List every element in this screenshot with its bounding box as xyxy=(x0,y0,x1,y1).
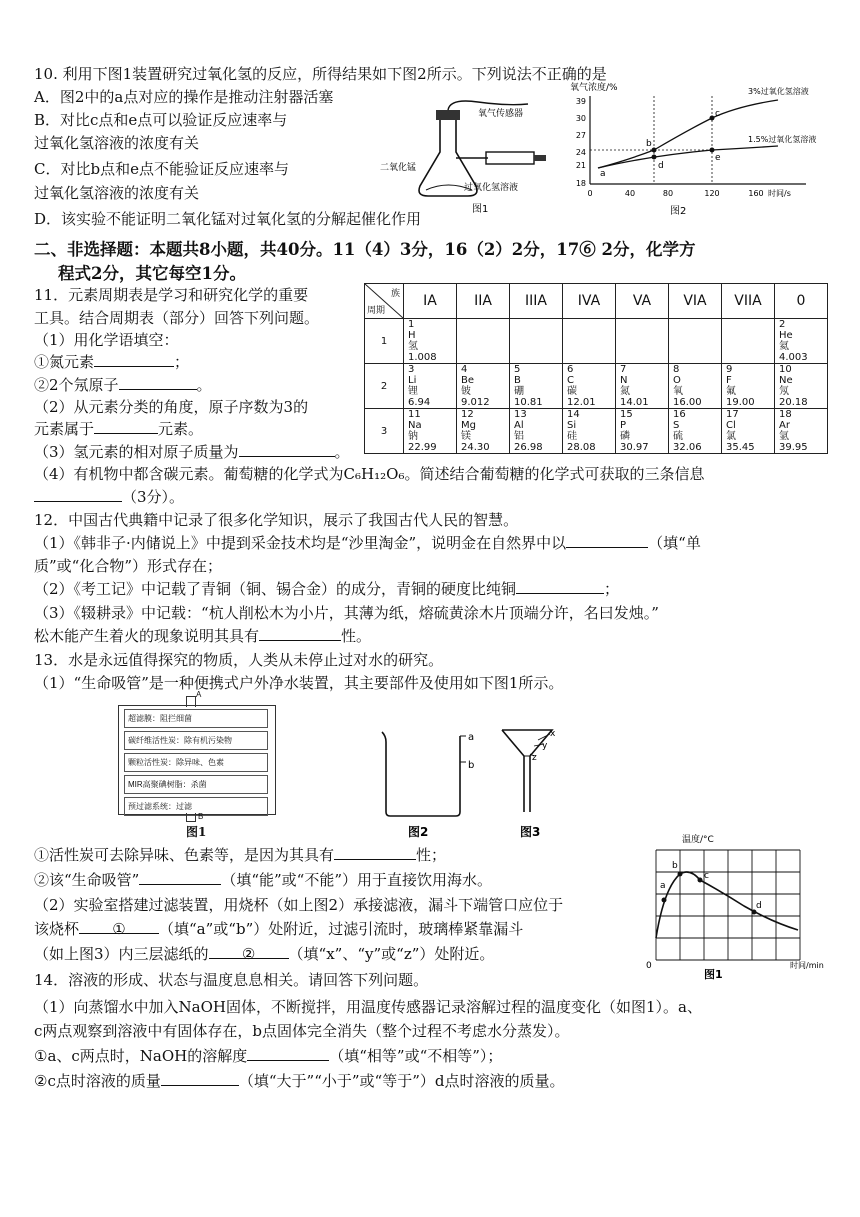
q14-sub1-end: （填“相等”或“不相等”）； xyxy=(329,1047,503,1065)
empty-cell xyxy=(457,319,510,364)
fig2-series-1p5pct: 1.5%过氧化氢溶液 xyxy=(748,135,817,144)
group-header: VIIA xyxy=(722,284,775,319)
q13-fig2-caption: 图2 xyxy=(408,825,429,839)
q14-fig1-caption: 图1 xyxy=(704,968,723,980)
fig2-ytick-27: 27 xyxy=(575,131,586,140)
element-cell: 8 O 氧 16.00 xyxy=(669,364,722,409)
q13-part2-line2-text: 该烧杯 xyxy=(34,920,80,938)
fig2-xlabel: 时间/s xyxy=(768,189,791,198)
fig2-xtick-0: 0 xyxy=(587,189,593,198)
q14-temperature-curve xyxy=(656,872,798,938)
lifestraw-top-label: A xyxy=(196,690,202,699)
fig2-xtick-160: 160 xyxy=(748,189,764,198)
element-cell: 3 Li 锂 6.94 xyxy=(404,364,457,409)
empty-cell xyxy=(616,319,669,364)
fig2-point-d: d xyxy=(658,161,664,171)
q11-part1a xyxy=(34,352,189,372)
q11-part1: （1）用化学语填空： xyxy=(34,331,179,349)
q14-graph-xlabel: 时间/min xyxy=(790,961,824,970)
element-cell: 6 C 碳 12.01 xyxy=(563,364,616,409)
q11-part3-text: （3）氢元素的相对原子质量为 xyxy=(34,443,239,461)
group-header: IIA xyxy=(457,284,510,319)
q14-sub2-end: （填“大于”“小于”或“等于”）d点时溶液的质量。 xyxy=(238,1072,565,1090)
element-cell: 17 Cl 氯 35.45 xyxy=(722,409,775,454)
element-cell: 16 S 硫 32.06 xyxy=(669,409,722,454)
periodic-table-header xyxy=(365,284,828,319)
q13-sub1 xyxy=(34,845,446,865)
q12-part1-line2: 质”或“化合物”）形式存在； xyxy=(34,557,223,575)
q13-sub2 xyxy=(34,870,492,890)
q12-part1-text: （1）《韩非子·内储说上》中提到采金技术均是“沙里淘金”，说明金在自然界中以 xyxy=(34,534,567,552)
fig2-curve-1p5pct xyxy=(598,146,778,168)
q13-part2-line1: （2）实验室搭建过滤装置，用烧杯（如上图2）承接滤液，漏斗下端管口应位于 xyxy=(34,896,564,914)
element-cell: 10 Ne 氖 20.18 xyxy=(775,364,828,409)
lifestraw-layer: 预过滤系统：过滤 xyxy=(124,797,268,816)
q13-sub2-end: （填“能”或“不能”）用于直接饮用海水。 xyxy=(221,871,493,889)
q11-stem-line1: 11．元素周期表是学习和研究化学的重要 xyxy=(34,286,309,304)
group-header: VIA xyxy=(669,284,722,319)
q10-stem: 10. 利用下图1装置研究过氧化氢的反应，所得结果如下图2所示。下列说法不正确的是 xyxy=(34,65,607,83)
fig2-xtick-80: 80 xyxy=(662,189,674,198)
lifestraw-bottom-label: B xyxy=(198,812,204,821)
q12-part1-end: （填“单 xyxy=(648,534,701,552)
q11-part3 xyxy=(34,442,350,462)
q11-part4: （4）有机物中都含碳元素。葡萄糖的化学式为C₆H₁₂O₆。简述结合葡萄糖的化学式可获取的三条信息 xyxy=(34,465,705,483)
q10-option-c-line2: 过氧化氢溶液的浓度有关 xyxy=(34,184,200,202)
group-header: IIIA xyxy=(510,284,563,319)
q14-point-c: c xyxy=(704,871,709,881)
fig2-point-b: b xyxy=(646,139,652,149)
answer-blank[interactable] xyxy=(139,870,221,885)
fig2-point-e: e xyxy=(715,153,721,163)
q11-part1b-text: ②2个氖原子 xyxy=(34,376,119,394)
answer-blank[interactable] xyxy=(94,419,158,434)
q14-figure1-graph xyxy=(642,828,838,980)
q14-graph-ylabel: 温度/°C xyxy=(682,835,714,845)
table-row xyxy=(365,364,828,409)
q11-part1b-end: 。 xyxy=(196,376,212,394)
q14-point-b: b xyxy=(672,861,678,871)
q13-part2-line3-text: （如上图3）内三层滤纸的 xyxy=(34,945,209,963)
q14-sub2-text: ②c点时溶液的质量 xyxy=(34,1072,161,1090)
q12-part2-end: ； xyxy=(604,580,620,598)
fig2-point-a: a xyxy=(600,169,606,179)
q13-sub1-end: 性； xyxy=(416,846,447,864)
section2-heading-line2: 程式2分，其它每空1分。 xyxy=(58,264,246,283)
q12-part2-text: （2）《考工记》中记载了青铜（铜、锡合金）的成分，青铜的硬度比纯铜 xyxy=(34,580,517,598)
beaker-label-b: b xyxy=(468,760,475,771)
q14-sub1-text: ①a、c两点时，NaOH的溶解度 xyxy=(34,1047,248,1065)
answer-blank[interactable] xyxy=(566,533,648,548)
q13-part2-line3-end: （填“x”、“y”或“z”）处附近。 xyxy=(288,945,495,963)
lifestraw-layer: 颗粒活性炭：除异味、色素 xyxy=(124,753,268,772)
q11-part2b xyxy=(34,419,203,439)
q14-sub2 xyxy=(34,1071,564,1091)
funnel-label-y: y xyxy=(542,741,548,751)
q13-fig1-caption: 图1 xyxy=(186,825,207,839)
q12-part3-line2-text: 松木能产生着火的现象说明其具有 xyxy=(34,627,260,645)
table-row xyxy=(365,409,828,454)
q14-stem: 14．溶液的形成、状态与温度息息相关。请回答下列问题。 xyxy=(34,971,429,989)
fig2-xtick-40: 40 xyxy=(624,189,636,198)
fig2-curve-3pct xyxy=(598,100,778,168)
fig2-point-c: c xyxy=(715,109,720,119)
q14-graph-origin: 0 xyxy=(646,961,652,971)
empty-cell xyxy=(669,319,722,364)
element-cell: 15 P 磷 30.97 xyxy=(616,409,669,454)
element-cell: 9 F 氟 19.00 xyxy=(722,364,775,409)
table-row xyxy=(365,319,828,364)
funnel-label-z: z xyxy=(532,753,537,763)
periodic-table xyxy=(364,283,828,454)
answer-blank[interactable] xyxy=(119,375,197,390)
element-cell: 1 H 氢 1.008 xyxy=(404,319,457,364)
circled-number-1: ① xyxy=(112,920,126,938)
element-cell: 13 Al 铝 26.98 xyxy=(510,409,563,454)
element-cell: 7 N 氮 14.01 xyxy=(616,364,669,409)
q10-option-c-line1: C．对比b点和e点不能验证反应速率与 xyxy=(34,160,289,178)
h2o2-label: 过氧化氢溶液 xyxy=(464,183,519,193)
q10-fig1-caption: 图1 xyxy=(472,204,489,215)
q12-part1 xyxy=(34,533,701,553)
mno2-label: 二氧化锰 xyxy=(380,163,417,173)
corner-group-label: 族 xyxy=(390,289,400,299)
corner-period-label: 周期 xyxy=(367,306,386,316)
fig2-ylabel: 氧气浓度/% xyxy=(570,83,618,93)
fig2-series-3pct: 3%过氧化氢溶液 xyxy=(748,87,809,96)
element-cell: 2 He 氦 4.003 xyxy=(775,319,828,364)
element-cell: 18 Ar 氩 39.95 xyxy=(775,409,828,454)
q13-figure2-beaker xyxy=(374,726,484,842)
q14-sub1 xyxy=(34,1046,502,1066)
q10-option-b-line2: 过氧化氢溶液的浓度有关 xyxy=(34,134,200,152)
q11-part4-answer xyxy=(34,487,184,507)
answer-blank[interactable] xyxy=(259,626,341,641)
q11-stem-line2: 工具。结合周期表（部分）回答下列问题。 xyxy=(34,309,320,327)
q13-part2-line2-end: （填“a”或“b”）处附近，过滤引流时，玻璃棒紧靠漏斗 xyxy=(159,920,524,938)
element-cell: 4 Be 铍 9.012 xyxy=(457,364,510,409)
q12-stem: 12．中国古代典籍中记录了很多化学知识，展示了我国古代人民的智慧。 xyxy=(34,511,519,529)
empty-cell xyxy=(510,319,563,364)
q11-part2b-text: 元素属于 xyxy=(34,420,95,438)
fig2-xtick-120: 120 xyxy=(704,189,720,198)
q13-sub2-text: ②该“生命吸管” xyxy=(34,871,140,889)
funnel-label-x: x xyxy=(550,729,556,739)
period-label: 3 xyxy=(365,409,404,454)
q12-part2 xyxy=(34,579,619,599)
element-cell: 5 B 硼 10.81 xyxy=(510,364,563,409)
q10-option-d: D．该实验不能证明二氧化锰对过氧化氢的分解起催化作用 xyxy=(34,210,422,228)
fig2-ytick-21: 21 xyxy=(575,161,586,170)
empty-cell xyxy=(722,319,775,364)
group-header: IVA xyxy=(563,284,616,319)
group-header: IA xyxy=(404,284,457,319)
beaker-label-a: a xyxy=(468,732,475,743)
element-cell: 11 Na 钠 22.99 xyxy=(404,409,457,454)
q13-figure1-lifestraw xyxy=(118,690,276,840)
lifestraw-layer: MIR高聚碘树脂：杀菌 xyxy=(124,775,268,794)
q14-part1-line2: c两点观察到溶液中有固体存在，b点固体完全消失（整个过程不考虑水分蒸发）。 xyxy=(34,1022,570,1040)
period-label: 2 xyxy=(365,364,404,409)
q14-point-a: a xyxy=(660,881,666,891)
empty-cell xyxy=(563,319,616,364)
answer-blank-2[interactable] xyxy=(209,944,289,963)
fig2-ytick-18: 18 xyxy=(575,179,586,188)
q13-part1: （1）“生命吸管”是一种便携式户外净水装置，其主要部件及使用如下图1所示。 xyxy=(34,674,564,692)
q10-figure2-chart xyxy=(568,76,830,224)
q12-part3-line2-end: 性。 xyxy=(341,627,372,645)
q14-point-d: d xyxy=(756,901,762,911)
q10-option-a: A．图2中的a点对应的操作是推动注射器活塞 xyxy=(34,88,334,106)
period-label: 1 xyxy=(365,319,404,364)
answer-blank[interactable] xyxy=(34,487,122,502)
q11-part1a-text: ①氮元素 xyxy=(34,353,95,371)
group-header: VA xyxy=(616,284,669,319)
q10-figure1-apparatus xyxy=(378,96,568,218)
answer-blank[interactable] xyxy=(94,352,174,367)
lifestraw-layer: 超滤膜：阻拦细菌 xyxy=(124,709,268,728)
fig2-ytick-24: 24 xyxy=(575,148,586,157)
q13-fig3-caption: 图3 xyxy=(520,825,541,839)
fig2-ytick-39: 39 xyxy=(575,97,586,106)
fig2-ytick-30: 30 xyxy=(575,114,586,123)
q12-part3: （3）《辍耕录》中记载：“杭人削松木为小片，其薄为纸，熔硫黄涂木片顶端分许，名曰发烛。” xyxy=(34,604,659,622)
lifestraw-layer: 碳纤维活性炭：除有机污染物 xyxy=(124,731,268,750)
q11-part4-end: （3分）。 xyxy=(122,488,185,506)
answer-blank[interactable] xyxy=(239,442,335,457)
q11-part2a: （2）从元素分类的角度，原子序数为3的 xyxy=(34,398,309,416)
q13-sub1-text: ①活性炭可去除异味、色素等，是因为其具有 xyxy=(34,846,335,864)
sensor-label: 氧气传感器 xyxy=(478,109,524,119)
answer-blank[interactable] xyxy=(247,1046,329,1061)
answer-blank-1[interactable] xyxy=(79,919,159,938)
answer-blank[interactable] xyxy=(334,845,416,860)
q13-part2-line2 xyxy=(34,919,523,939)
q11-part1a-end: ； xyxy=(174,353,190,371)
periodic-table-corner xyxy=(365,284,404,319)
section2-heading-line1: 二、非选择题：本题共8小题，共40分。11（4）3分，16（2）2分，17⑥ 2分，化学方 xyxy=(34,240,696,259)
q10-option-b-line1: B．对比c点和e点可以验证反应速率与 xyxy=(34,111,288,129)
q12-part3-line2 xyxy=(34,626,371,646)
circled-number-2: ② xyxy=(241,945,256,963)
q11-part2b-end: 元素。 xyxy=(158,420,204,438)
answer-blank[interactable] xyxy=(516,579,604,594)
q11-part3-end: 。 xyxy=(334,443,350,461)
answer-blank[interactable] xyxy=(161,1071,239,1086)
element-cell: 12 Mg 镁 24.30 xyxy=(457,409,510,454)
q13-figure3-funnel xyxy=(498,726,568,842)
q13-part2-line3 xyxy=(34,944,494,964)
q13-stem: 13．水是永远值得探究的物质，人类从未停止过对水的研究。 xyxy=(34,651,444,669)
group-header: 0 xyxy=(775,284,828,319)
q10-fig2-caption: 图2 xyxy=(670,206,687,217)
q14-part1: （1）向蒸馏水中加入NaOH固体，不断搅拌，用温度传感器记录溶解过程的温度变化（如图1）。a、 xyxy=(34,998,702,1016)
q11-part1b xyxy=(34,375,212,395)
element-cell: 14 Si 硅 28.08 xyxy=(563,409,616,454)
